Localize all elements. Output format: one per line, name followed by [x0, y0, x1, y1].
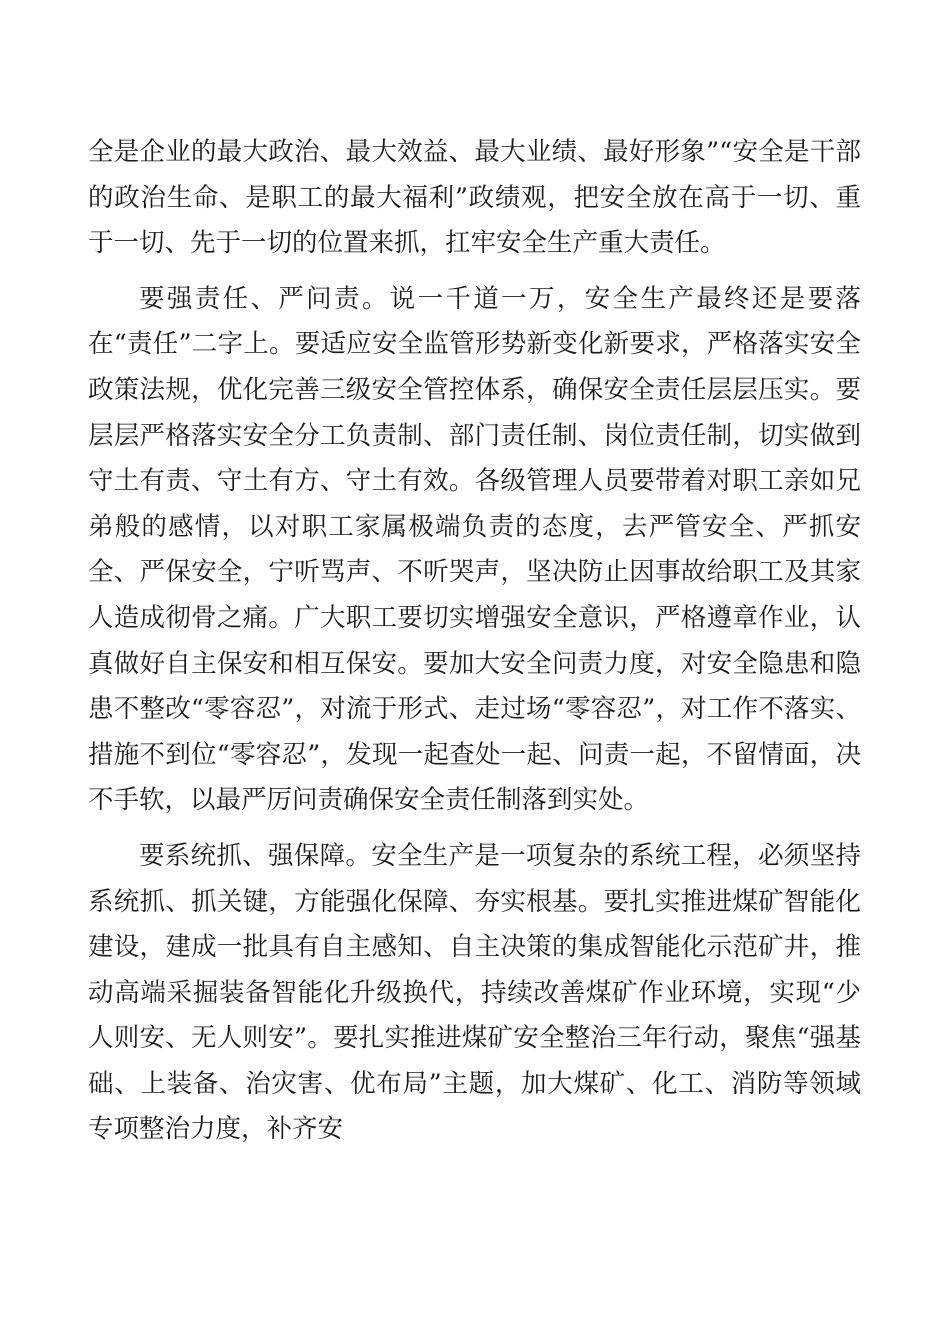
document-body [88, 130, 861, 1153]
paragraph-3: 要系统抓、强保障。安全生产是一项复杂的系统工程，必须坚持系统抓、抓关键，方能强化保障、夯实根基。要扎实推进煤矿智能化建设，建成一批具有自主感知、自主决策的集成智能化示范矿井，推动高端采掘装备智能化升级换代，持续改善煤矿作业环境，实现“少人则安、无人则安”。要扎实推进煤矿安全整治三年行动，聚焦“强基础、上装备、治灾害、优布局”主题，加大煤矿、化工、消防等领域专项整治力度，补齐安 [88, 840, 861, 1145]
paragraph-1: 全是企业的最大政治、最大效益、最大业绩、最好形象”“安全是干部的政治生命、是职工的最大福利”政绩观，把安全放在高于一切、重于一切、先于一切的位置来抓，扛牢安全生产重大责任。 [88, 137, 861, 259]
paragraph-2: 要强责任、严问责。说一千道一万，安全生产最终还是要落在“责任”二字上。要适应安全监管形势新变化新要求，严格落实安全政策法规，优化完善三级安全管控体系，确保安全责任层层压实。要层层严格落实安全分工负责制、部门责任制、岗位责任制，切实做到守土有责、守土有方、守土有效。各级管理人员要带着对职工亲如兄弟般的感情，以对职工家属极端负责的态度，去严管安全、严抓安全、严保安全，宁听骂声、不听哭声，坚决防止因事故给职工及其家人造成彻骨之痛。广大职工要切实增强安全意识，严格遵章作业，认真做好自主保安和相互保安。要加大安全问责力度，对安全隐患和隐患不整改“零容忍”，对流于形式、走过场“零容忍”，对工作不落实、措施不到位“零容忍”，发现一起查处一起、问责一起，不留情面，决不手软，以最严厉问责确保安全责任制落到实处。 [88, 283, 861, 816]
